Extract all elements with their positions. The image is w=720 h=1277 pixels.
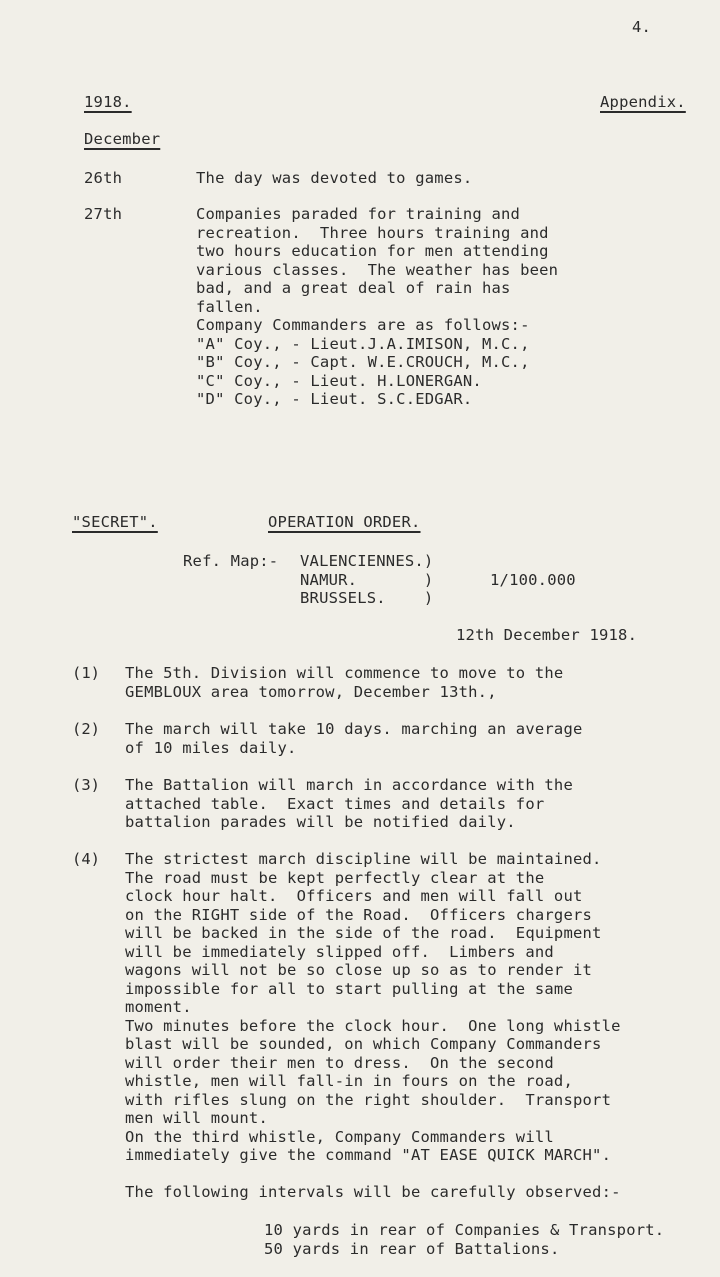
interval-line: 10 yards in rear of Companies & Transport.	[264, 1221, 665, 1239]
paragraph-line: moment.	[125, 998, 192, 1016]
ref-map-label: Ref. Map:-	[183, 552, 279, 570]
order-title: OPERATION ORDER.	[268, 513, 421, 531]
paragraph-line: with rifles slung on the right shoulder. Transport	[125, 1090, 612, 1109]
paragraph-line: The march will take 10 days. marching an average	[125, 720, 583, 738]
paragraph-line: will be backed in the side of the road. Equipment	[125, 924, 602, 942]
intervals-list	[264, 1221, 664, 1258]
month-heading: December	[84, 130, 161, 148]
paragraph-line: The Battalion will march in accordance with the	[125, 776, 573, 794]
paragraph-line: The road must be kept perfectly clear at the	[125, 868, 545, 887]
diary-entry	[196, 169, 472, 188]
secret-label: "SECRET".	[72, 513, 158, 531]
diary-line: various classes. The weather has been	[196, 260, 559, 279]
paragraph-line: On the third whistle, Company Commanders will	[125, 1127, 554, 1146]
paragraph-body	[125, 776, 573, 832]
map-name: BRUSSELS. )	[300, 589, 434, 607]
diary-line: Company Commanders are as follows:-	[196, 316, 530, 334]
paragraph-line: battalion parades will be notified daily.	[125, 813, 516, 831]
paragraph-number: (1)	[72, 664, 100, 682]
paragraph-body	[125, 720, 583, 757]
diary-line: two hours education for men attending	[196, 242, 549, 260]
paragraph-line: clock hour halt. Officers and men will fall out	[125, 887, 583, 905]
paragraph-line: wagons will not be so close up so as to render it	[125, 961, 593, 979]
diary-line: recreation. Three hours training and	[196, 223, 549, 242]
diary-entry	[196, 205, 558, 409]
paragraph-line: impossible for all to start pulling at the same	[125, 979, 573, 998]
paragraph-line: The strictest march discipline will be maintained.	[125, 850, 602, 868]
paragraph-line: immediately give the command "AT EASE QUICK MARCH".	[125, 1146, 612, 1164]
paragraph-body	[125, 664, 563, 701]
paragraph-line: The following intervals will be carefully observed:-	[125, 1183, 621, 1201]
diary-line: The day was devoted to games.	[196, 169, 473, 187]
page-number: 4.	[632, 18, 652, 36]
diary-day: 26th	[84, 169, 123, 187]
paragraph-body	[125, 850, 621, 1202]
paragraph-line: of 10 miles daily.	[125, 738, 297, 757]
map-scale: 1/100.000	[490, 571, 576, 589]
paragraph-number: (4)	[72, 850, 100, 868]
paragraph-number: (2)	[72, 720, 100, 738]
paragraph-line: Two minutes before the clock hour. One long whistle	[125, 1016, 621, 1035]
diary-line: Companies paraded for training and	[196, 205, 521, 223]
year-heading: 1918.	[84, 93, 132, 111]
map-list	[300, 552, 433, 608]
paragraph-line: The 5th. Division will commence to move to the	[125, 664, 564, 682]
diary-line: "C" Coy., - Lieut. H.LONERGAN.	[196, 371, 482, 390]
diary-line: bad, and a great deal of rain has	[196, 279, 511, 297]
diary-line: fallen.	[196, 297, 263, 316]
map-name: NAMUR. )	[300, 570, 434, 589]
paragraph-number: (3)	[72, 776, 100, 794]
paragraph-line: men will mount.	[125, 1109, 268, 1127]
paragraph-line	[125, 1165, 621, 1184]
diary-line: "B" Coy., - Capt. W.E.CROUCH, M.C.,	[196, 353, 530, 371]
diary-line: "A" Coy., - Lieut.J.A.IMISON, M.C.,	[196, 334, 530, 353]
appendix-heading: Appendix.	[600, 93, 686, 111]
paragraph-line: will order their men to dress. On the second	[125, 1053, 554, 1072]
paragraph-line: GEMBLOUX area tomorrow, December 13th.,	[125, 682, 497, 701]
paragraph-line: whistle, men will fall-in in fours on the road,	[125, 1072, 573, 1090]
diary-line: "D" Coy., - Lieut. S.C.EDGAR.	[196, 390, 473, 408]
map-name: VALENCIENNES.)	[300, 552, 434, 570]
paragraph-line: will be immediately slipped off. Limbers and	[125, 942, 554, 961]
interval-line: 50 yards in rear of Battalions.	[264, 1239, 560, 1258]
paragraph-line: attached table. Exact times and details for	[125, 794, 545, 813]
diary-day: 27th	[84, 205, 123, 223]
paragraph-line: blast will be sounded, on which Company Commanders	[125, 1035, 602, 1053]
paragraph-line: on the RIGHT side of the Road. Officers chargers	[125, 905, 593, 924]
order-date: 12th December 1918.	[456, 626, 638, 644]
